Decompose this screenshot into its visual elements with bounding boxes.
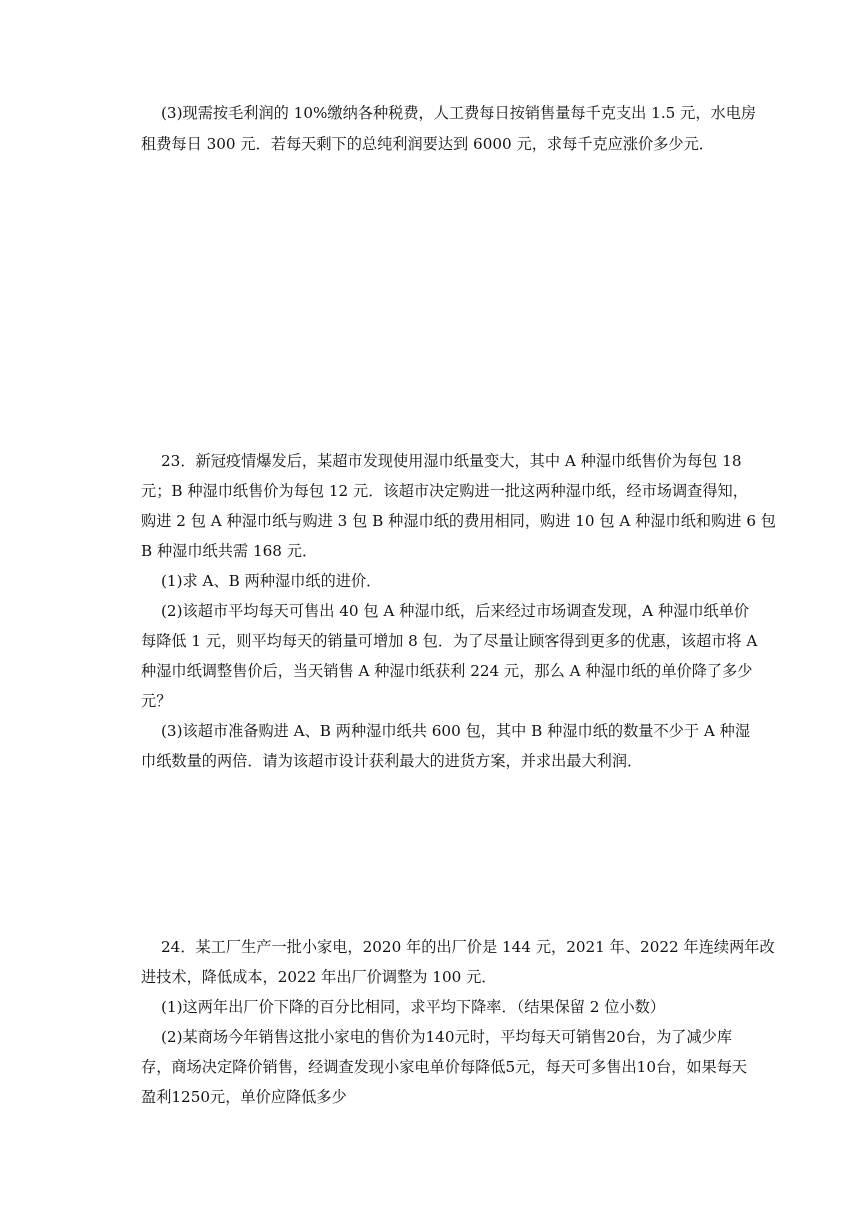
question-23 [141,451,776,771]
question-24 [141,937,775,1107]
q24-part1: (1)这两年出厂价下降的百分比相同，求平均下降率．（结果保留 2 位小数） [161,998,666,1016]
q22-part3-line-1: (3)现需按毛利润的 10%缴纳各种税费，人工费每日按销售量每千克支出 1.5 元，水电房 [161,104,757,122]
q23-part2-line-4: 元？ [141,692,172,710]
q23-part1: (1)求 A、B 两种湿巾纸的进价． [161,572,382,590]
q23-part3-line-2: 巾纸数量的两倍．请为该超市设计获利最大的进货方案，并求出最大利润． [141,752,643,770]
q23-stem-line-4: B 种湿巾纸共需 168 元． [141,542,318,560]
q22-part3-line-2: 租费每日 300 元．若每天剩下的总纯利润要达到 6000 元，求每千克应涨价多少元． [141,135,714,153]
question-22-part-3 [141,103,757,154]
q23-stem-line-1: 23．新冠疫情爆发后，某超市发现使用湿巾纸量变大，其中 A 种湿巾纸售价为每包 18 [161,452,742,470]
q24-stem-line-2: 进技术，降低成本，2022 年出厂价调整为 100 元． [141,968,497,986]
q23-part2-line-2: 每降低 1 元，则平均每天的销量可增加 8 包．为了尽量让顾客得到更多的优惠，该超市将 A [141,632,758,650]
q23-part2-line-3: 种湿巾纸调整售价后，当天销售 A 种湿巾纸获利 224 元，那么 A 种湿巾纸的单价降了多少 [141,662,753,680]
q23-part3-line-1: (3)该超市准备购进 A、B 两种湿巾纸共 600 包，其中 B 种湿巾纸的数量不少于 A 种湿 [161,722,751,740]
q24-part2-line-2: 存，商场决定降价销售，经调查发现小家电单价每降低5元，每天可多售出10台，如果每天 [141,1058,748,1076]
q24-part2-line-1: (2)某商场今年销售这批小家电的售价为140元时，平均每天可销售20台，为了减少库 [161,1028,733,1046]
q23-part2-line-1: (2)该超市平均每天可售出 40 包 A 种湿巾纸，后来经过市场调查发现，A 种湿巾纸单价 [161,602,750,620]
q23-stem-line-3: 购进 2 包 A 种湿巾纸与购进 3 包 B 种湿巾纸的费用相同，购进 10 包 A 种湿巾纸和购进 6 包 [141,512,776,530]
q24-stem-line-1: 24．某工厂生产一批小家电，2020 年的出厂价是 144 元，2021 年、2022 年连续两年改 [161,938,775,956]
q23-stem-line-2: 元；B 种湿巾纸售价为每包 12 元．该超市决定购进一批这两种湿巾纸，经市场调查得知， [141,482,748,500]
q24-part2-line-3: 盈利1250元，单价应降低多少 [141,1088,347,1106]
